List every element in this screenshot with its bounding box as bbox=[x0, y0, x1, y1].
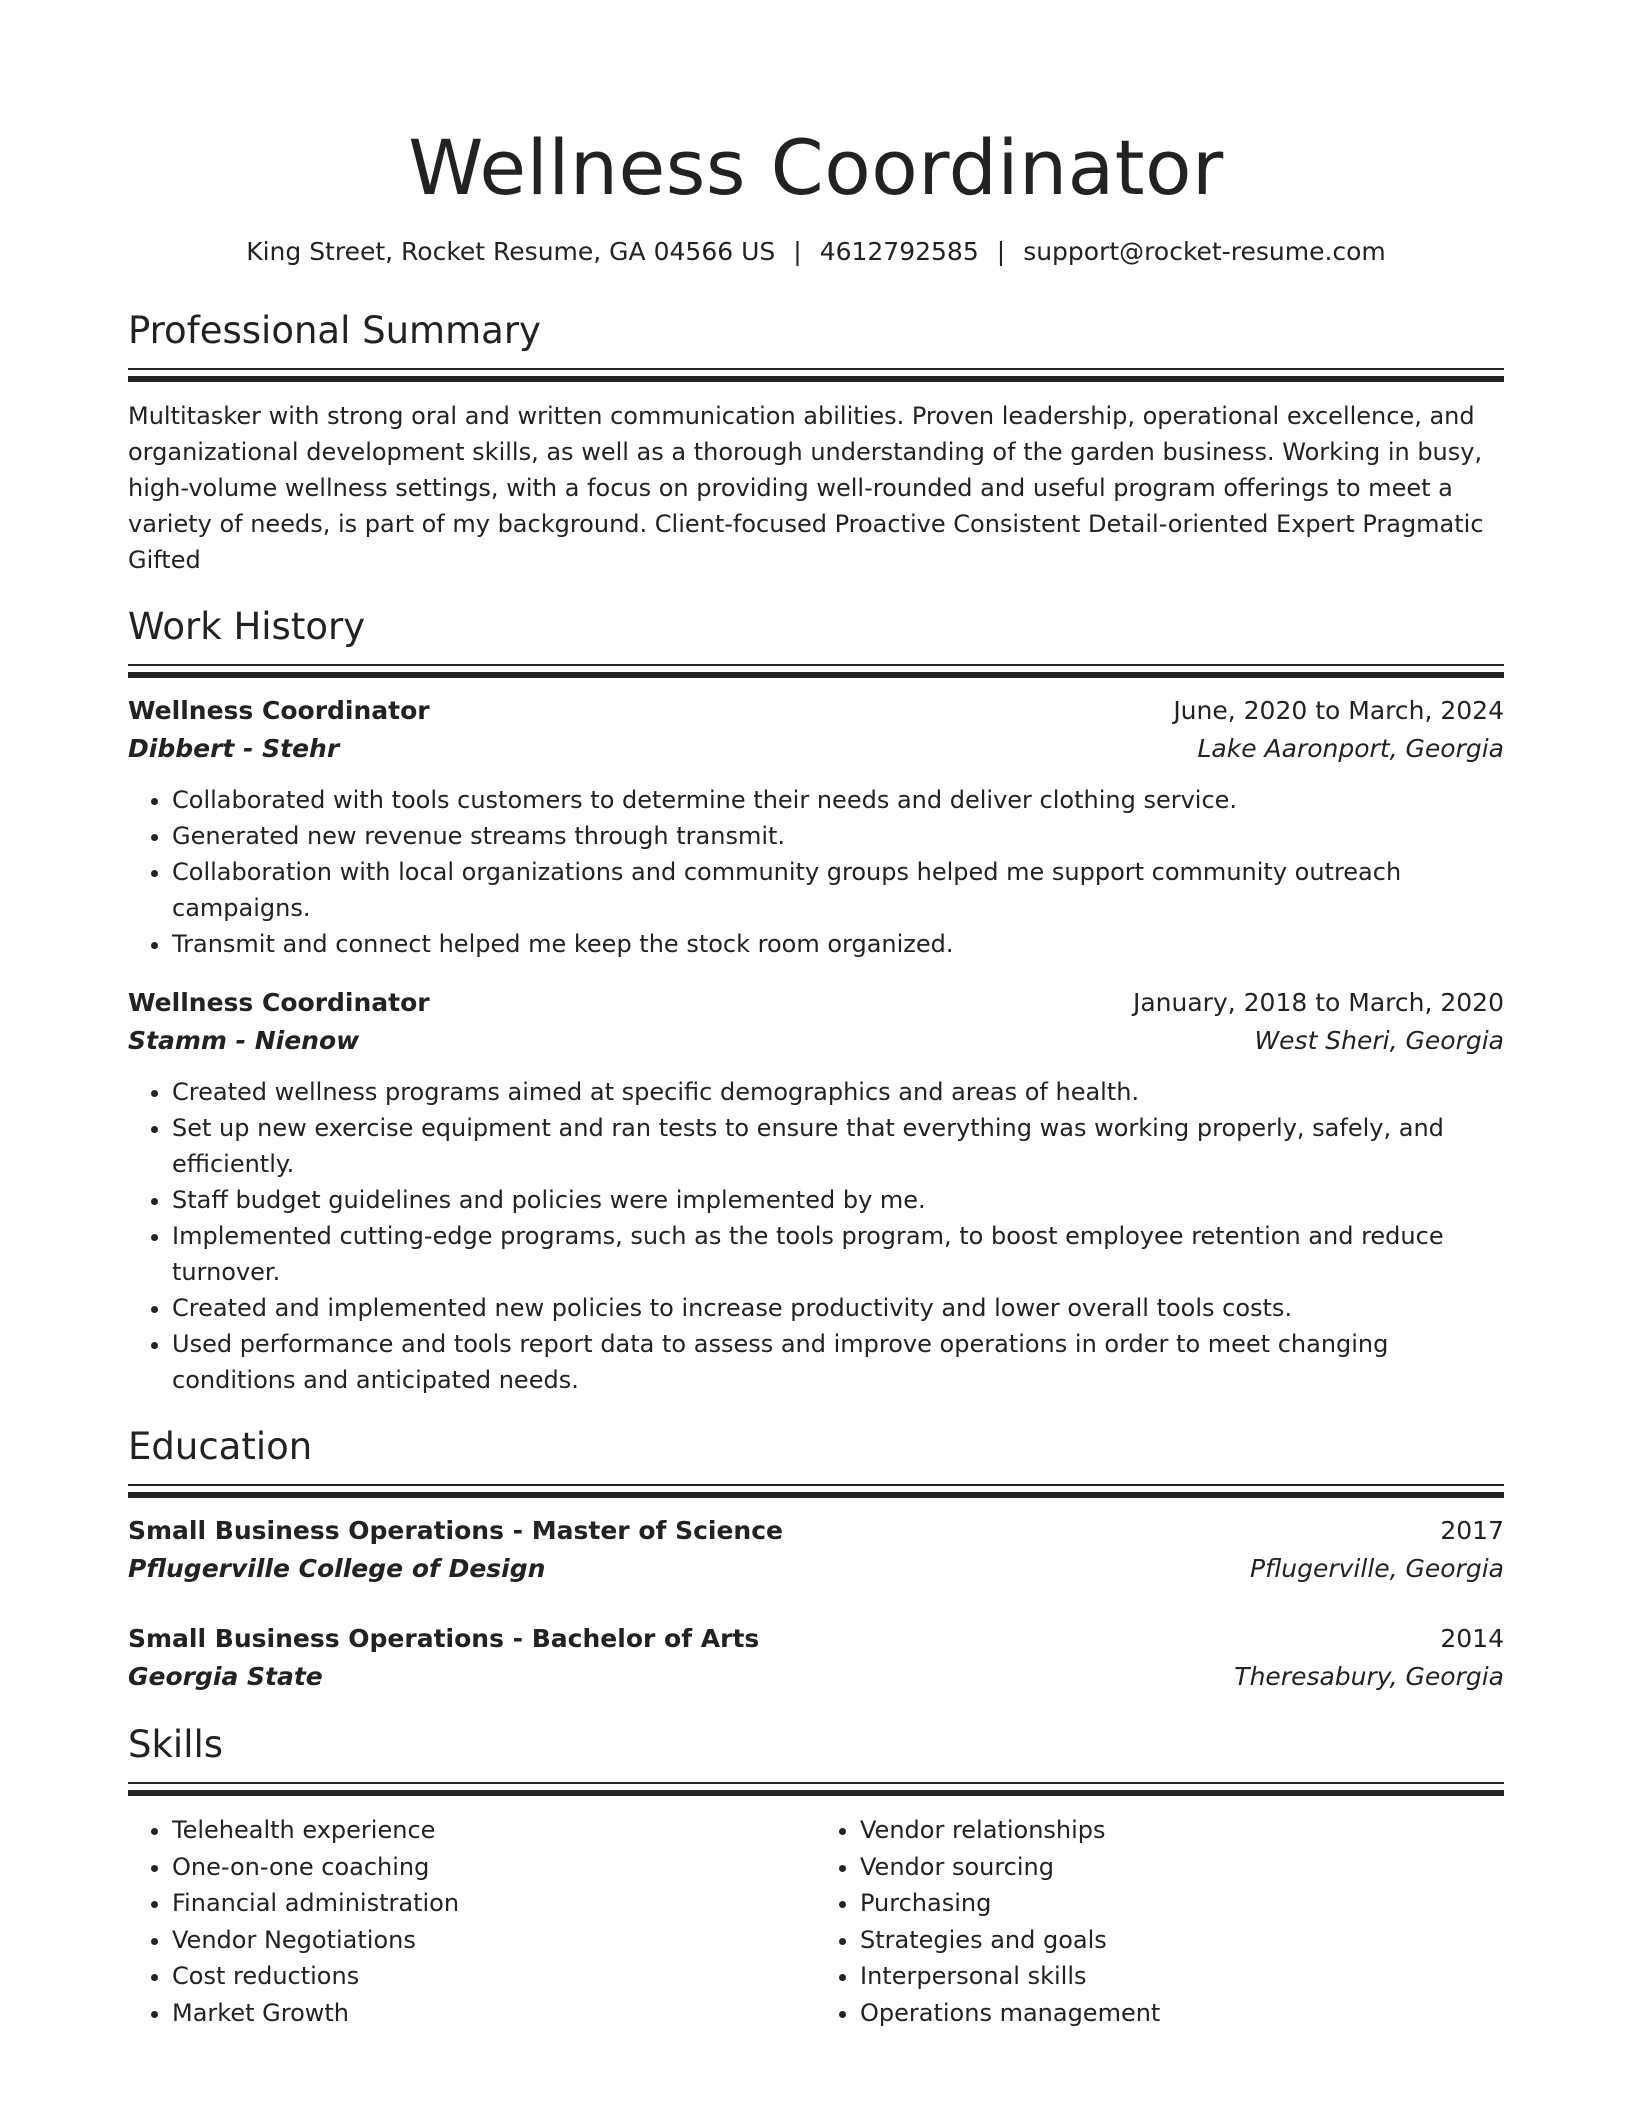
job-entry bbox=[128, 984, 1504, 1398]
list-item: • Collaboration with local organizations and community groups helped me support community outreach campaigns. bbox=[172, 854, 1504, 926]
education-year: 2017 bbox=[1440, 1516, 1504, 1545]
section-divider bbox=[128, 368, 1504, 382]
job-subheader bbox=[128, 730, 1504, 768]
job-header bbox=[128, 692, 1504, 730]
skill-item: • Cost reductions bbox=[172, 1958, 816, 1995]
section-title-summary: Professional Summary bbox=[128, 309, 541, 352]
job-dates: January, 2018 to March, 2020 bbox=[1132, 988, 1504, 1017]
list-item: • Created wellness programs aimed at specific demographics and areas of health. bbox=[172, 1074, 1504, 1110]
education-header bbox=[128, 1512, 1504, 1550]
job-header bbox=[128, 984, 1504, 1022]
work-section bbox=[128, 604, 1504, 1398]
list-item: • Used performance and tools report data to assess and improve operations in order to meet changing conditions and anticipated needs. bbox=[172, 1326, 1504, 1398]
skill-item: • Vendor relationships bbox=[860, 1812, 1504, 1849]
skills-columns bbox=[128, 1812, 1504, 2031]
job-subheader bbox=[128, 1022, 1504, 1060]
education-section bbox=[128, 1424, 1504, 1696]
education-degree: Small Business Operations - Bachelor of Arts bbox=[128, 1624, 760, 1653]
summary-section bbox=[128, 308, 1504, 578]
skill-item: • Operations management bbox=[860, 1995, 1504, 2032]
section-divider bbox=[128, 1484, 1504, 1498]
list-item: • Collaborated with tools customers to determine their needs and deliver clothing service. bbox=[172, 782, 1504, 818]
section-title-work: Work History bbox=[128, 605, 366, 648]
section-divider bbox=[128, 664, 1504, 678]
skill-item: • Purchasing bbox=[860, 1885, 1504, 1922]
skill-item: • Vendor Negotiations bbox=[172, 1922, 816, 1959]
candidate-name: Wellness Coordinator bbox=[408, 123, 1224, 212]
summary-text: Multitasker with strong oral and written communication abilities. Proven leadership, operational excellence, and organizational development skills, as well as a thorough understanding of the garden business. Working in busy, high-volume wellness settings, with a focus on providing well-rounded and useful program offerings to meet a variety of needs, is part of my background. Client-focused Proactive Consistent Detail-oriented Expert Pragmatic Gifted bbox=[128, 402, 1484, 574]
email: support@rocket-resume.com bbox=[1023, 237, 1386, 266]
list-item: • Implemented cutting-edge programs, such as the tools program, to boost employee retention and reduce turnover. bbox=[172, 1218, 1504, 1290]
education-location: Theresabury, Georgia bbox=[1234, 1662, 1504, 1691]
job-location: West Sheri, Georgia bbox=[1254, 1026, 1504, 1055]
job-dates: June, 2020 to March, 2024 bbox=[1173, 696, 1504, 725]
skill-item: • Interpersonal skills bbox=[860, 1958, 1504, 1995]
contact-line bbox=[128, 236, 1504, 268]
job-role: Wellness Coordinator bbox=[128, 696, 430, 725]
phone: 4612792585 bbox=[819, 237, 979, 266]
job-role: Wellness Coordinator bbox=[128, 988, 430, 1017]
education-entry bbox=[128, 1512, 1504, 1588]
job-bullets bbox=[128, 1074, 1504, 1398]
skills-left-column bbox=[128, 1812, 816, 2031]
skill-item: • Financial administration bbox=[172, 1885, 816, 1922]
section-divider bbox=[128, 1782, 1504, 1796]
education-year: 2014 bbox=[1440, 1624, 1504, 1653]
job-company: Stamm - Nienow bbox=[128, 1026, 360, 1055]
separator: | bbox=[793, 237, 802, 266]
list-item: • Transmit and connect helped me keep the stock room organized. bbox=[172, 926, 1504, 962]
separator: | bbox=[996, 237, 1006, 266]
address: King Street, Rocket Resume, GA 04566 US bbox=[246, 237, 776, 266]
education-subheader bbox=[128, 1658, 1504, 1696]
list-item: • Staff budget guidelines and policies were implemented by me. bbox=[172, 1182, 1504, 1218]
education-school: Georgia State bbox=[128, 1662, 323, 1691]
skills-right-column bbox=[816, 1812, 1504, 2031]
job-entry bbox=[128, 692, 1504, 962]
education-location: Pflugerville, Georgia bbox=[1250, 1554, 1504, 1583]
section-title-education: Education bbox=[128, 1425, 313, 1468]
skill-item: • Telehealth experience bbox=[172, 1812, 816, 1849]
education-subheader bbox=[128, 1550, 1504, 1588]
skill-item: • Market Growth bbox=[172, 1995, 816, 2032]
skill-item: • Strategies and goals bbox=[860, 1922, 1504, 1959]
education-school: Pflugerville College of Design bbox=[128, 1554, 546, 1583]
skill-item: • One-on-one coaching bbox=[172, 1849, 816, 1886]
job-company: Dibbert - Stehr bbox=[128, 734, 340, 763]
job-location: Lake Aaronport, Georgia bbox=[1197, 734, 1504, 763]
list-item: • Created and implemented new policies to increase productivity and lower overall tools costs. bbox=[172, 1290, 1504, 1326]
section-title-skills: Skills bbox=[128, 1723, 224, 1766]
list-item: • Generated new revenue streams through transmit. bbox=[172, 818, 1504, 854]
job-bullets bbox=[128, 782, 1504, 962]
education-header bbox=[128, 1620, 1504, 1658]
education-entry bbox=[128, 1620, 1504, 1696]
list-item: • Set up new exercise equipment and ran tests to ensure that everything was working properly, safely, and efficiently. bbox=[172, 1110, 1504, 1182]
skill-item: • Vendor sourcing bbox=[860, 1849, 1504, 1886]
education-degree: Small Business Operations - Master of Science bbox=[128, 1516, 783, 1545]
skills-section bbox=[128, 1722, 1504, 2031]
